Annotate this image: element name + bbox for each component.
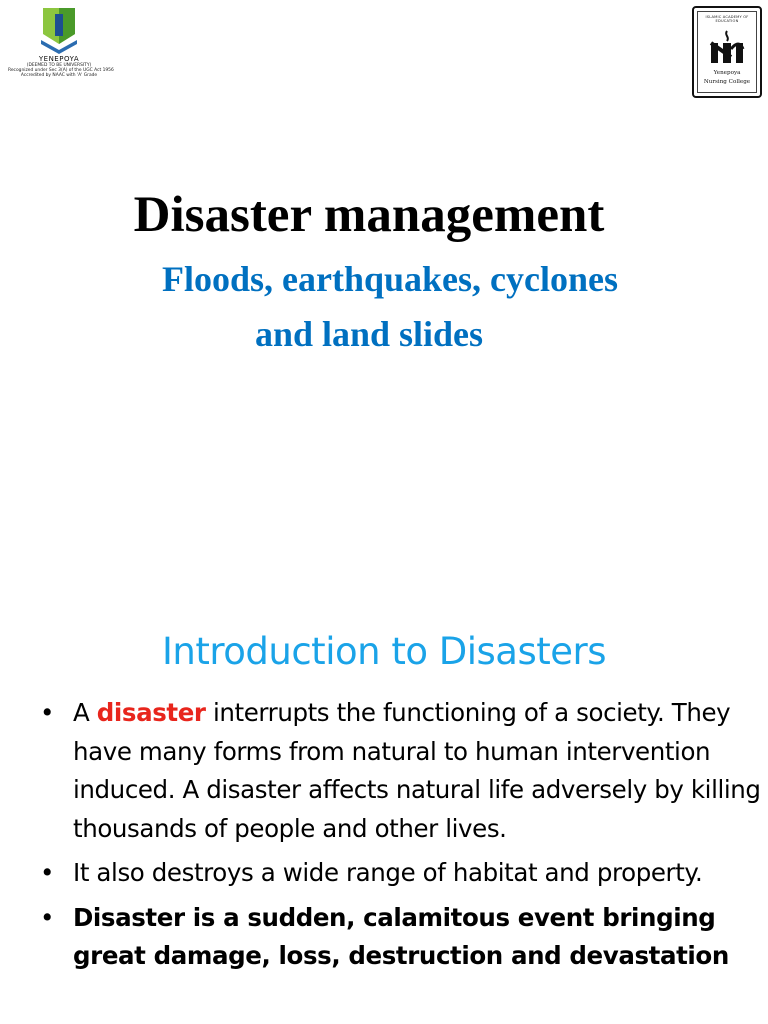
shield-emblem-icon [39, 4, 79, 54]
bullet-item [40, 899, 764, 976]
subtitle-line-2: and land slides [254, 314, 484, 354]
lamp-emblem-icon [707, 27, 747, 67]
bullet-icon: • [40, 858, 55, 887]
bullet-prefix: A [73, 698, 97, 727]
logo-right-caption-2: Nursing College [703, 79, 751, 86]
logo-left-name: YENEPOYA [38, 55, 80, 63]
highlight-word: disaster [96, 698, 206, 727]
subtitle-line-1: Floods, earthquakes, cyclones [161, 259, 618, 299]
section-heading: Introduction to Disasters [162, 630, 606, 673]
subtitle [0, 252, 768, 362]
bullet-list [40, 694, 764, 976]
yenepoya-university-logo [8, 4, 114, 102]
nursing-college-logo [692, 6, 762, 98]
logo-left-line-1: (DEEMED TO BE UNIVERSITY) [26, 63, 92, 68]
logo-left-line-2: Recognized under Sec 3(A) of the UGC Act 1956 [8, 68, 114, 74]
main-title: Disaster management [133, 187, 605, 243]
bullet-text-bold: Disaster is a sudden, calamitous event bringing great damage, loss, destruction and devastation [73, 902, 729, 970]
logo-right-top-text: ISLAMIC ACADEMY OF EDUCATION [705, 15, 749, 23]
bullet-icon: • [40, 698, 55, 727]
bullet-text: It also destroys a wide range of habitat and property. [73, 858, 703, 887]
bullet-item [40, 854, 764, 893]
logo-right-caption-1: Yenepoya [713, 70, 741, 76]
logo-left-line-3: Accredited by NAAC with 'A' Grade [20, 73, 98, 79]
bullet-icon: • [40, 902, 55, 932]
bullet-text: interrupts the functioning of a society. They have many forms from natural to human intervention induced. A disaster affects natural life adversely by killing thousands of people and other lives. [73, 698, 761, 843]
bullet-item [40, 694, 764, 848]
